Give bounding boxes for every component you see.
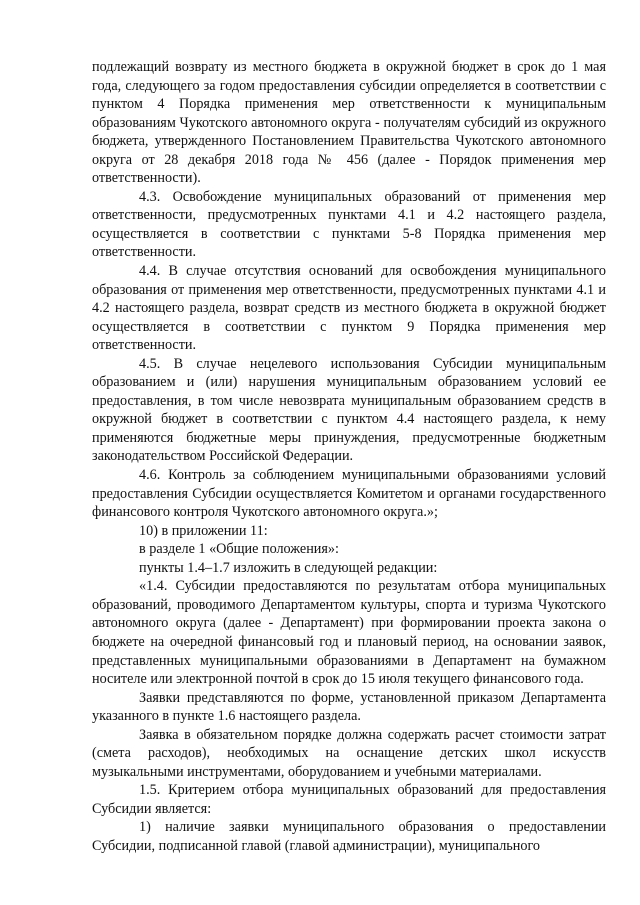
paragraph-4-3: 4.3. Освобождение муниципальных образований от применения мер ответственности, предусмотренных пунктами 4.1 и 4.2 настоящего раздела, осуществляется в соответствии с пунктами 5-8 Порядка применения мер ответственности. [92, 188, 606, 261]
paragraph-1-5: 1.5. Критерием отбора муниципальных образований для предоставления Субсидии является: [92, 782, 606, 817]
paragraph-criterion-1: 1) наличие заявки муниципального образования о предоставлении Субсидии, подписанной главой (главой администрации), муниципального [92, 819, 606, 854]
paragraph-1: подлежащий возврату из местного бюджета в окружной бюджет в срок до 1 мая года, следующего за годом предоставления субсидии определяется в соответствии с пунктом 4 Порядка применения мер ответственности к муниципальным образованиям Чукотского автономного округа - получателям субсидий из окружного бюджета, утвержденного Постановлением Правительства Чукотского автономного округа от 28 декабря 2018 года № 456 (далее - Порядок применения мер ответственности). [92, 59, 606, 187]
paragraph-section-1: в разделе 1 «Общие положения»: [139, 541, 339, 558]
paragraph-4-4: 4.4. В случае отсутствия оснований для освобождения муниципального образования от применения мер ответственности, предусмотренных пунктами 4.1 и 4.2 настоящего раздела, возврат средств из местного бюджета в окружной бюджет осуществляется в соответствии с пунктом 9 Порядка применения мер ответственности. [92, 263, 606, 354]
document-page [92, 58, 606, 856]
paragraph-4-5: 4.5. В случае нецелевого использования Субсидии муниципальным образованием и (или) нарушения муниципальным образованием условий ее предоставления, в том числе невозврата муниципальным образованием средств в окружной бюджет в соответствии с пунктом 4.4 настоящего раздела, к нему применяются бюджетные меры принуждения, предусмотренные бюджетным законодательством Российской Федерации. [92, 355, 606, 465]
paragraph-item-10: 10) в приложении 11: [139, 522, 268, 539]
paragraph-application-content: Заявка в обязательном порядке должна содержать расчет стоимости затрат (смета расходов), необходимых на оснащение детских школ искусств музыкальными инструментами, оборудованием и учебными материалами. [92, 726, 606, 780]
paragraph-4-6: 4.6. Контроль за соблюдением муниципальными образованиями условий предоставления Субсидии осуществляется Комитетом и органами государственного финансового контроля Чукотского автономного округа.»; [92, 467, 606, 521]
paragraph-1-4: «1.4. Субсидии предоставляются по результатам отбора муниципальных образований, проводимого Департаментом культуры, спорта и туризма Чукотского автономного округа (далее - Департамент) при формировании проекта закона о бюджете на очередной финансовый год и плановый период, на основании заявок, представленных муниципальными образованиями в Департамент на бумажном носителе или электронной почтой в срок до 15 июля текущего финансового года. [92, 578, 606, 688]
paragraph-applications: Заявки представляются по форме, установленной приказом Департамента указанного в пункте 1.6 настоящего раздела. [92, 689, 606, 725]
paragraph-points-1-4-1-7: пункты 1.4–1.7 изложить в следующей редакции: [139, 559, 438, 576]
